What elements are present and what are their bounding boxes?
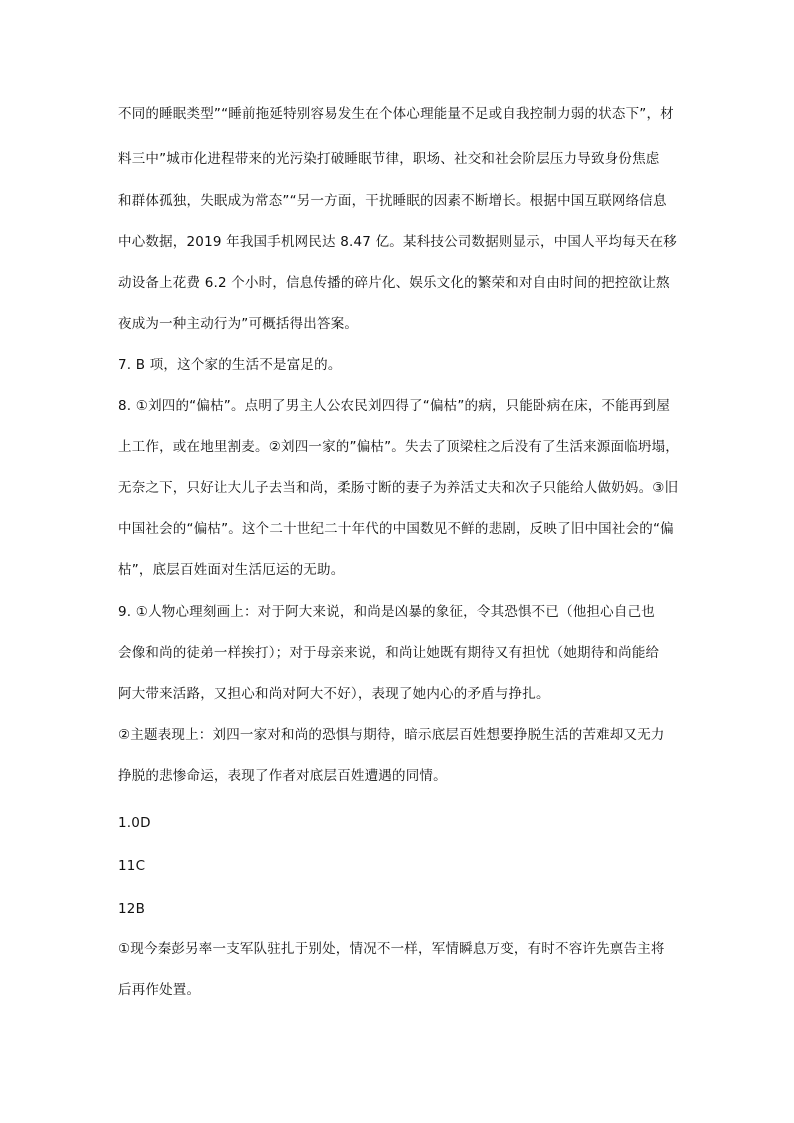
answer-9: 9. ①人物心理刻画上：对于阿大来说，和尚是凶暴的象征，令其恐惧不已（他担心自己也 (118, 604, 655, 620)
text-line: 会像和尚的徒弟一样挨打）；对于母亲来说，和尚让她既有期待又有担忧（她期待和尚能给 (118, 645, 660, 661)
text-line: 料三中”城市化进程带来的光污染打破睡眠节律，职场、社交和社会阶层压力导致身份焦虑 (118, 151, 660, 167)
answer-7: 7. B 项，这个家的生活不是富足的。 (118, 357, 342, 373)
text-line: 枯”，底层百姓面对生活厄运的无助。 (118, 562, 345, 578)
text-line: 夜成为一种主动行为”可概括得出答案。 (118, 316, 359, 332)
text-line: 中国社会的“偏枯”。这个二十世纪二十年代的中国数见不鲜的悲剧，反映了旧中国社会的“偏 (118, 521, 674, 537)
answer-10: 1.0D (118, 815, 151, 831)
answer-13: ①现今秦彭另率一支军队驻扎于别处，情况不一样，军情瞬息万变，有时不容许先禀告主将 (118, 941, 665, 957)
text-line: ②主题表现上：刘四一家对和尚的恐惧与期待，暗示底层百姓想要挣脱生活的苦难却又无力 (118, 727, 665, 743)
text-line: 中心数据，2019 年我国手机网民达 8.47 亿。某科技公司数据则显示，中国人平均每天在移 (118, 234, 677, 250)
text-line: 阿大带来活路，又担心和尚对阿大不好），表现了她内心的矛盾与挣扎。 (118, 686, 550, 702)
text-line: 动设备上花费 6.2 个小时，信息传播的碎片化、娱乐文化的繁荣和对自由时间的把控欲让熬 (118, 275, 670, 291)
text-line: 挣脱的悲惨命运，表现了作者对底层百姓遭遇的同情。 (118, 768, 447, 784)
text-line: 不同的睡眠类型”“睡前拖延特别容易发生在个体心理能量不足或自我控制力弱的状态下”，材 (118, 106, 674, 122)
text-line: 上工作，或在地里割麦。②刘四一家的”偏枯”。失去了顶梁柱之后没有了生活来源面临坍塌， (118, 439, 679, 455)
answer-11: 11C (118, 858, 146, 874)
answer-8: 8. ①刘四的“偏枯”。点明了男主人公农民刘四得了“偏枯”的病，只能卧病在床，不能再到屋 (118, 398, 671, 414)
answer-12: 12B (118, 901, 146, 917)
text-line: 无奈之下，只好让大儿子去当和尚，柔肠寸断的妻子为养活丈夫和次子只能给人做奶妈。③旧 (118, 480, 679, 496)
text-line: 和群体孤独，失眠成为常态”“另一方面，干扰睡眠的因素不断增长。根据中国互联网络信息 (118, 193, 667, 209)
text-line: 后再作处置。 (118, 982, 201, 998)
